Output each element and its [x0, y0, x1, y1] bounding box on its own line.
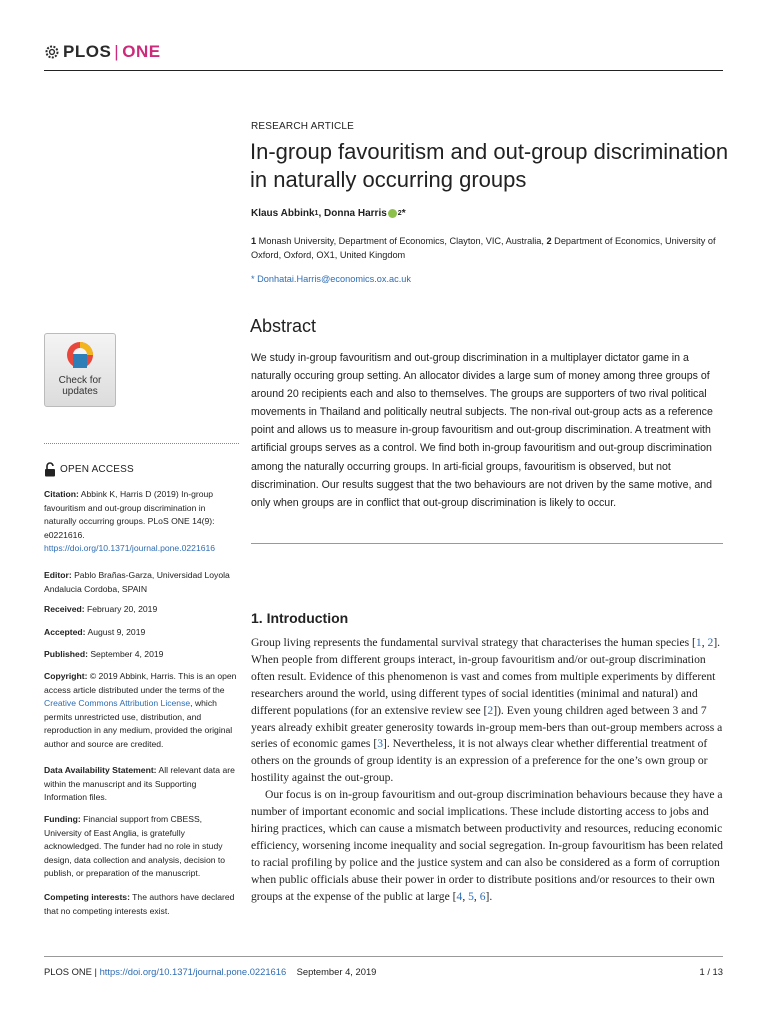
reference-link[interactable]: 5 — [468, 889, 474, 903]
received-label: Received: — [44, 604, 85, 614]
text-run: ]). Even young children aged between 3 and 7 years already exhibit greater generosity towards in-group mem-bers than out-group members across a series of economic games [ — [251, 703, 723, 751]
reference-link[interactable]: 3 — [377, 737, 383, 751]
competing-interests-label: Competing interests: — [44, 892, 130, 902]
reference-link[interactable]: 2 — [707, 636, 714, 649]
check-updates-icon — [65, 340, 95, 370]
affiliation-text: Department of Economics, University of Oxford, Oxford, OX1, United Kingdom — [251, 236, 716, 260]
competing-interests-text: The authors have declared that no competing interests exist. — [44, 892, 235, 916]
affiliation-number: 1 — [251, 236, 257, 246]
footer-doi-link[interactable]: https://doi.org/10.1371/journal.pone.0221616 — [99, 966, 287, 977]
citation-label: Citation: — [44, 489, 79, 499]
corresponding-email — [251, 274, 411, 284]
corresponding-star: * — [401, 208, 406, 219]
footer-date: September 4, 2019 — [296, 966, 377, 977]
editor-block — [44, 569, 239, 596]
license-link[interactable]: Creative Commons Attribution License — [44, 698, 191, 709]
reference-link[interactable]: 4 — [456, 889, 463, 903]
funding-label: Funding: — [44, 814, 81, 824]
introduction-body — [251, 635, 723, 906]
author-list — [251, 208, 406, 219]
text-run: ]. When people from different groups interact, in-group favouritism and/or out-group discrimination often result. Evidence of this phenomenon is vast and comes from multiple experiments by different researchers around the world, using different types of social identities (minimal and natural) and different populations (for an extensive review see [ — [251, 636, 721, 717]
reference-link[interactable]: 6 — [479, 889, 486, 903]
citation-block — [44, 488, 239, 556]
author-separator: , — [318, 208, 324, 219]
affiliation-number: 2 — [546, 236, 552, 246]
footer-separator: | — [91, 966, 100, 977]
copyright-text: © 2019 Abbink, Harris. This is an open access article distributed under the terms of the — [44, 671, 237, 695]
text-run: , — [462, 889, 469, 903]
section-heading-introduction: 1. Introduction — [251, 610, 349, 626]
affiliation-text: Monash University, Department of Economics, Clayton, VIC, Australia, — [256, 236, 547, 246]
journal-header — [44, 40, 723, 71]
page-number: 1 / 13 — [699, 966, 723, 977]
article-title: In-group favouritism and out-group discrimination in naturally occurring groups — [250, 139, 729, 192]
logo-separator: | — [114, 42, 120, 61]
citation-text: Abbink K, Harris D (2019) In-group favouritism and out-group discrimination in naturally occurring groups. PLoS ONE 14(9): e0221616. — [44, 489, 215, 540]
editor-label: Editor: — [44, 570, 72, 580]
open-access-badge — [44, 462, 134, 477]
copyright-label: Copyright: — [44, 671, 88, 681]
abstract-heading: Abstract — [250, 316, 317, 336]
published-label: Published: — [44, 649, 88, 659]
editor-text: Pablo Brañas-Garza, Universidad Loyola Andalucia Cordoba, SPAIN — [44, 570, 230, 594]
text-run: , — [701, 636, 708, 649]
accepted-block — [44, 626, 239, 640]
reference-link[interactable]: 2 — [487, 703, 494, 717]
footer-divider — [44, 956, 723, 957]
text-run: ]. — [485, 889, 493, 903]
paragraph — [251, 635, 723, 787]
text-run: Our focus is on in-group favouritism and out-group discrimination behaviours because they have a number of important economic and social implications. These include distorting access to jobs and hiring practices, which can cause a mismatch between productivity and resources, reducing economic efficiency, worsening income inequality and social segregation. In-group favouritism has been related to racial profiling by police and the justice system and can also be considered as a form of corruption when public officials abuse their power in order to distribute positions and/or resources to their own groups at the expense of the public at large [ — [251, 788, 723, 903]
copyright-block — [44, 670, 239, 752]
sidebar-divider — [44, 443, 239, 444]
abstract-text: We study in-group favouritism and out-group discrimination in a multiplayer dictator game in a naturally occuring group setting. An allocator divides a large sum of money among three groups of around 20 recipients each and also to themselves. The groups are supporters of two rival political movements in Thailand and politically neutral subjects. The non-rival out-group acts as a reference point and allows us to measure in-group favouritism and out-group discrimination. A treatment with artificial groups serves as a control. We find both in-group favouritism and out-group discrimination among the naturally occurring groups. In arti-ficial groups, favouritism is observed, but not discrimination. Our results suggest that the two behaviours are not driven by the same motive, and only when groups are in conflict that out-group discrimination is likely to occur. — [251, 352, 713, 509]
funding-text: Financial support from CBESS, University of East Anglia, is gratefully acknowledged. The funder had no role in study design, data collection and analysis, decision to publish, or preparation of the manuscript. — [44, 814, 226, 879]
author-affil-sup: 2 — [397, 210, 402, 217]
page-footer — [44, 966, 723, 977]
email-star: * — [251, 274, 255, 284]
copyright-text: , which permits unrestricted use, distribution, and reproduction in any medium, provided the original author and source are credited. — [44, 698, 233, 749]
abstract-divider — [251, 543, 723, 544]
funding-block — [44, 813, 239, 881]
competing-interests-block — [44, 891, 239, 918]
received-block — [44, 603, 239, 617]
accepted-label: Accepted: — [44, 627, 86, 637]
check-updates-label: Check for updates — [58, 375, 102, 397]
received-date: February 20, 2019 — [84, 604, 158, 614]
text-run: , — [473, 889, 480, 903]
author-harris[interactable]: Donna Harris — [324, 208, 387, 219]
paragraph — [251, 787, 723, 905]
data-availability-text: All relevant data are within the manuscript and its Supporting Information files. — [44, 765, 235, 803]
logo-plos-text: PLOS — [63, 42, 112, 61]
author-abbink[interactable]: Klaus Abbink — [251, 208, 315, 219]
published-block — [44, 648, 239, 662]
plos-gear-icon — [44, 44, 60, 60]
text-run: Group living represents the fundamental survival strategy that characterises the human species [ — [251, 636, 696, 649]
data-availability-label: Data Availability Statement: — [44, 765, 157, 775]
check-for-updates-button[interactable] — [44, 333, 116, 407]
open-access-label: OPEN ACCESS — [60, 464, 134, 475]
plos-one-logo[interactable] — [44, 42, 161, 62]
author-affil-sup: 1 — [314, 210, 319, 217]
orcid-icon[interactable] — [388, 209, 397, 218]
reference-link[interactable]: 1 — [695, 636, 702, 649]
footer-journal: PLOS ONE — [44, 966, 92, 977]
text-run: ]. Nevertheless, it is not always clear whether differential treatment of others on the grounds of group identity is an expression of a preference for the one’s own group or hostility against the out-group. — [251, 737, 708, 785]
email-link[interactable]: Donhatai.Harris@economics.ox.ac.uk — [257, 274, 411, 284]
accepted-date: August 9, 2019 — [85, 627, 146, 637]
logo-one-text: ONE — [122, 42, 161, 61]
open-lock-icon — [44, 462, 56, 477]
article-type-label: RESEARCH ARTICLE — [251, 121, 355, 132]
data-availability-block — [44, 764, 239, 805]
citation-doi-link[interactable]: https://doi.org/10.1371/journal.pone.0221616 — [44, 543, 216, 554]
affiliations — [251, 234, 721, 262]
published-date: September 4, 2019 — [87, 649, 164, 659]
